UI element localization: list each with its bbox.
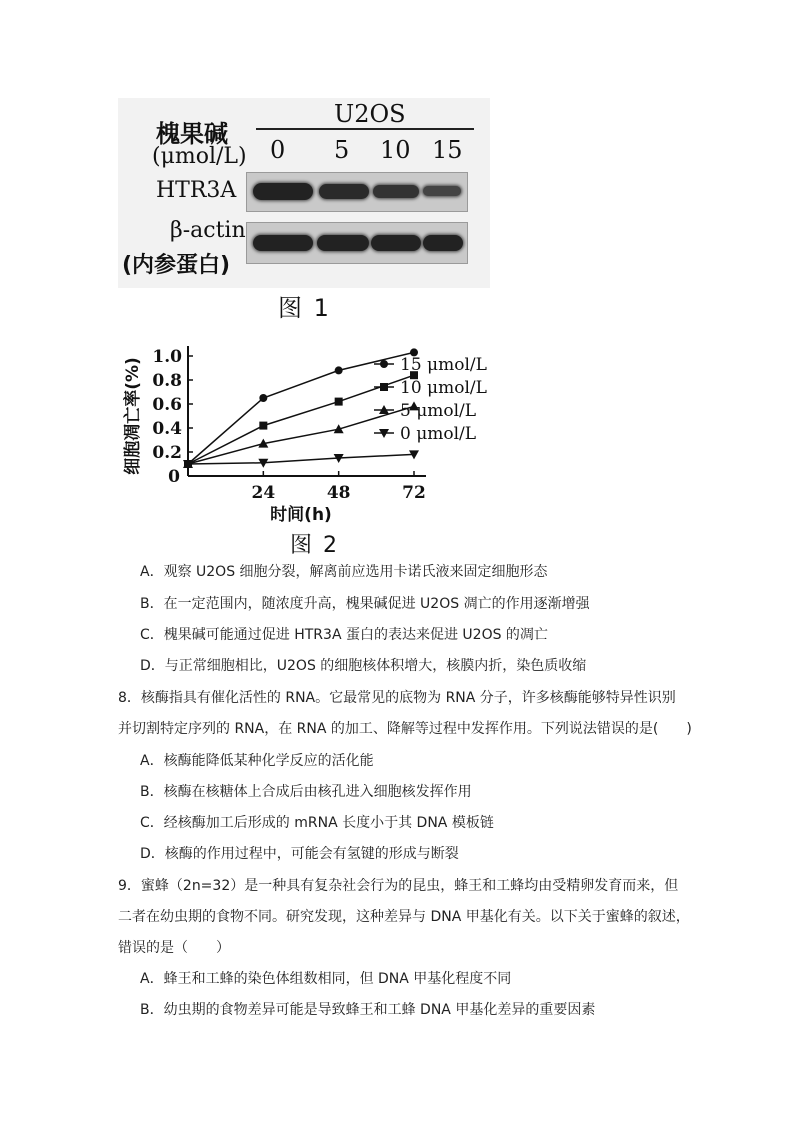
q9-stem-line-2: 二者在幼虫期的食物不同。研究发现，这种差异与 DNA 甲基化有关。以下关于蜜蜂的叙述， xyxy=(118,909,690,925)
legend-label-3: 0 μmol/L xyxy=(400,424,477,444)
y-axis-title: 细胞凋亡率(%) xyxy=(123,357,143,475)
actin-band-0 xyxy=(253,235,313,251)
htr3a-band-0 xyxy=(253,183,313,200)
cell-line-underline xyxy=(256,128,474,130)
q7-option-c: C．槐果碱可能通过促进 HTR3A 蛋白的表达来促进 U2OS 的凋亡 xyxy=(140,627,548,643)
series-0-point-2 xyxy=(335,366,343,374)
y-tick-label: 1.0 xyxy=(152,347,182,367)
series-line-3 xyxy=(188,454,414,464)
legend-marker-1 xyxy=(380,383,388,391)
conc-0-label: 0 xyxy=(270,136,286,164)
x-axis-title: 时间(h) xyxy=(270,505,332,525)
figure-1-western-blot xyxy=(118,98,490,330)
q8-option-c: C．经核酶加工后形成的 mRNA 长度小于其 DNA 模板链 xyxy=(140,815,494,831)
legend-marker-0 xyxy=(380,360,388,368)
unit-label: (μmol/L) xyxy=(152,144,247,169)
cell-line-label: U2OS xyxy=(334,100,406,128)
q8-option-b: B．核酶在核糖体上合成后由核孔进入细胞核发挥作用 xyxy=(140,784,472,800)
q8-option-d: D．核酶的作用过程中，可能会有氢键的形成与断裂 xyxy=(140,846,459,862)
actin-row-sublabel: (内参蛋白) xyxy=(122,253,231,278)
htr3a-band-15 xyxy=(423,186,461,196)
q9-stem-line-1: 9．蜜蜂（2n=32）是一种具有复杂社会行为的昆虫，蜂王和工蜂均由受精卵发育而来，但 xyxy=(118,878,679,894)
q8-stem-line-2: 并切割特定序列的 RNA，在 RNA 的加工、降解等过程中发挥作用。下列说法错误的是( ) xyxy=(118,721,692,737)
legend-label-0: 15 μmol/L xyxy=(400,355,487,375)
q7-option-d: D．与正常细胞相比，U2OS 的细胞核体积增大，核膜内折，染色质收缩 xyxy=(140,658,587,674)
q9-option-a: A．蜂王和工蜂的染色体组数相同，但 DNA 甲基化程度不同 xyxy=(140,971,512,987)
actin-band-10 xyxy=(371,235,421,251)
apoptosis-line-chart xyxy=(118,330,498,530)
actin-row-label: β-actin xyxy=(170,218,246,243)
y-tick-label: 0 xyxy=(168,467,180,487)
legend-label-1: 10 μmol/L xyxy=(400,378,487,398)
figure-1-caption: 图 1 xyxy=(278,294,331,322)
actin-band-5 xyxy=(317,235,369,251)
y-tick-label: 0.4 xyxy=(152,419,182,439)
q8-stem-line-1: 8．核酶指具有催化活性的 RNA。它最常见的底物为 RNA 分子，许多核酶能够特异性识别 xyxy=(118,690,676,706)
treatment-label: 槐果碱 xyxy=(156,120,228,148)
htr3a-row-label: HTR3A xyxy=(156,178,237,203)
x-tick-label: 24 xyxy=(251,483,276,503)
y-tick-label: 0.2 xyxy=(152,443,182,463)
q8-option-a: A．核酶能降低某种化学反应的活化能 xyxy=(140,753,374,769)
y-tick-label: 0.8 xyxy=(152,371,182,391)
legend-label-2: 5 μmol/L xyxy=(400,401,477,421)
x-tick-label: 48 xyxy=(326,483,351,503)
y-tick-label: 0.6 xyxy=(152,395,182,415)
htr3a-band-10 xyxy=(373,185,419,198)
series-0-point-1 xyxy=(259,394,267,402)
series-1-point-2 xyxy=(335,398,343,406)
conc-10-label: 10 xyxy=(380,136,411,164)
q7-option-a: A．观察 U2OS 细胞分裂，解离前应选用卡诺氏液来固定细胞形态 xyxy=(140,564,548,580)
figure-2-apoptosis-chart xyxy=(118,330,498,560)
q9-option-b: B．幼虫期的食物差异可能是导致蜂王和工蜂 DNA 甲基化差异的重要因素 xyxy=(140,1002,596,1018)
figure-2-caption: 图 2 xyxy=(290,533,339,558)
conc-5-label: 5 xyxy=(334,136,350,164)
q9-stem-line-3: 错误的是（ ） xyxy=(118,940,230,956)
htr3a-band-5 xyxy=(319,184,369,199)
actin-blot-strip xyxy=(246,222,468,264)
htr3a-blot-strip xyxy=(246,172,468,212)
conc-15-label: 15 xyxy=(432,136,463,164)
actin-band-15 xyxy=(423,235,463,251)
x-tick-label: 72 xyxy=(402,483,426,503)
series-1-point-1 xyxy=(259,422,267,430)
q7-option-b: B．在一定范围内，随浓度升高，槐果碱促进 U2OS 凋亡的作用逐渐增强 xyxy=(140,596,590,612)
